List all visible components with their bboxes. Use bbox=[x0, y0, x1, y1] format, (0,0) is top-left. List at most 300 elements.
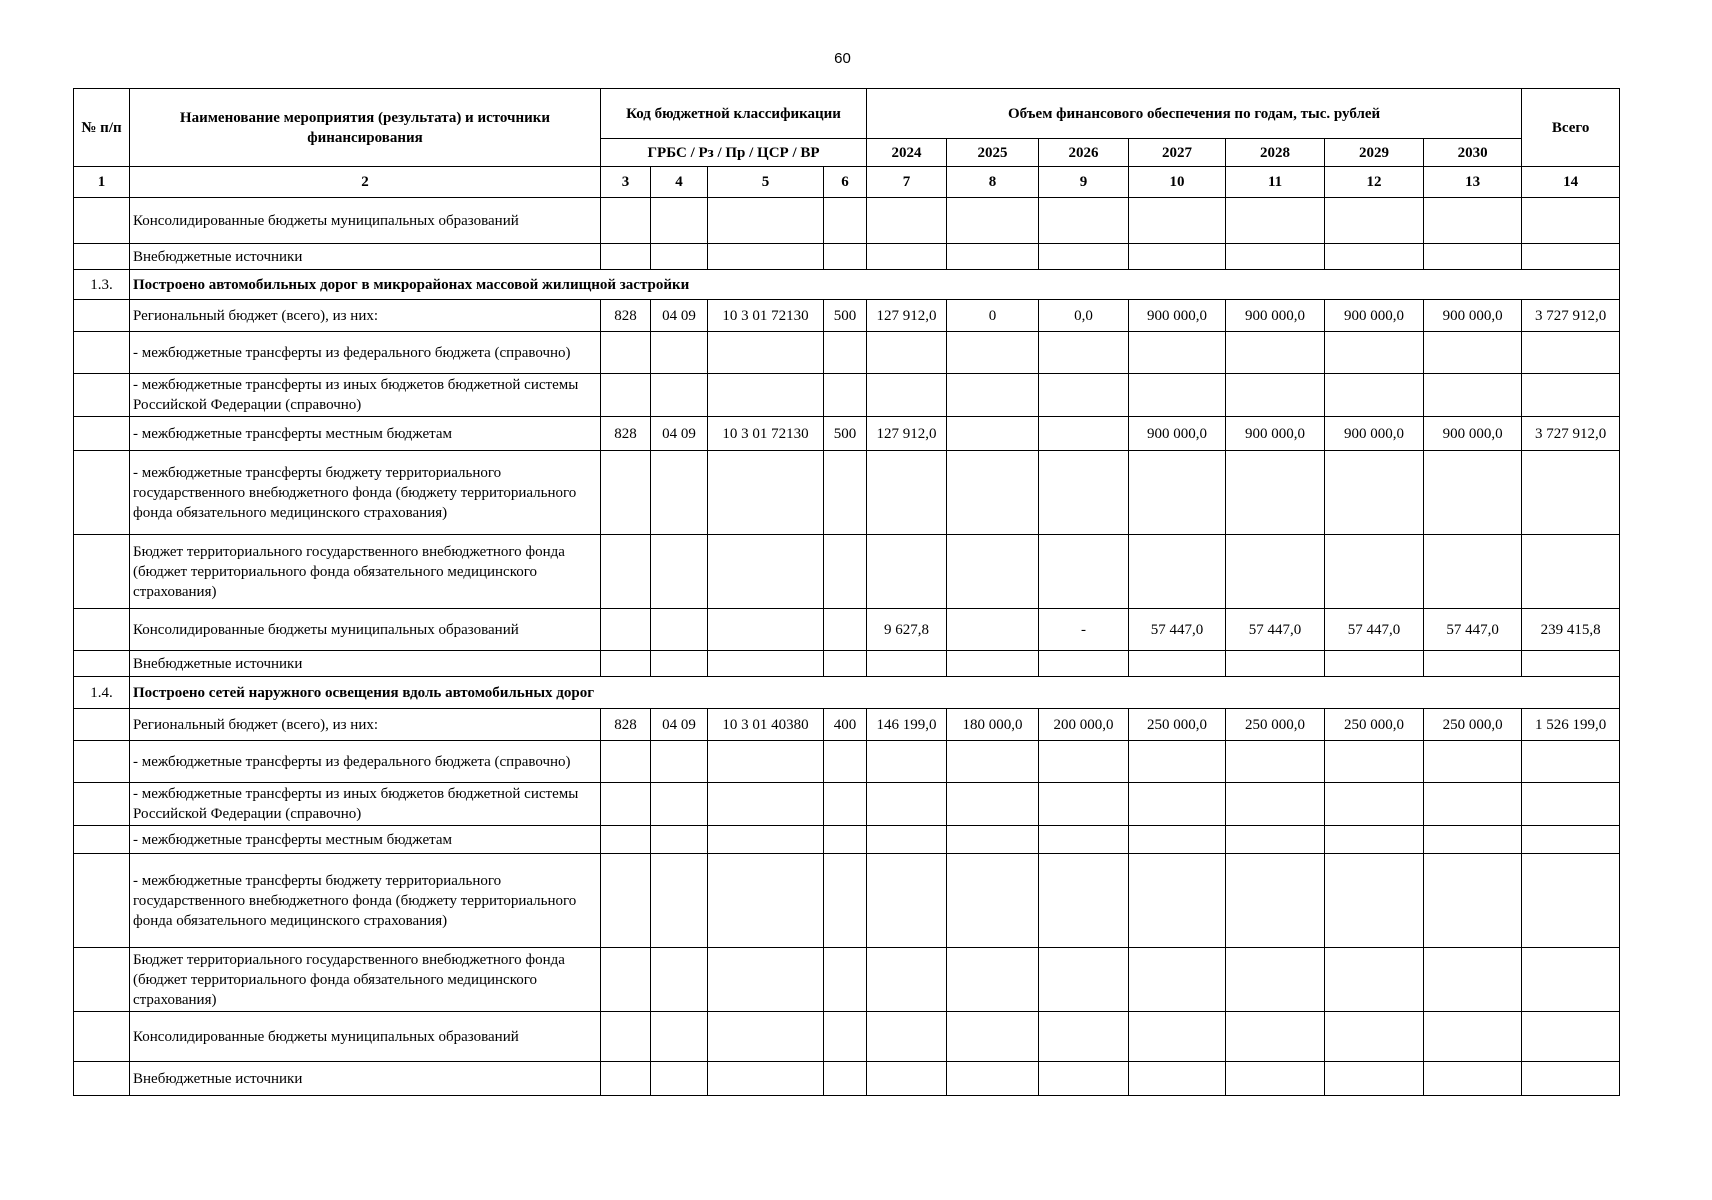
value-cell bbox=[1522, 1062, 1620, 1096]
section-number: 1.4. bbox=[74, 677, 130, 709]
value-cell bbox=[651, 854, 708, 948]
row-name: - межбюджетные трансферты из федерального бюджета (справочно) bbox=[130, 741, 601, 783]
row-name: Внебюджетные источники bbox=[130, 244, 601, 270]
table-row bbox=[74, 948, 1620, 1012]
value-cell bbox=[1522, 244, 1620, 270]
row-name: - межбюджетные трансферты из федерального бюджета (справочно) bbox=[130, 332, 601, 374]
row-number-cell bbox=[74, 709, 130, 741]
value-cell bbox=[1424, 535, 1522, 609]
value-cell bbox=[1522, 535, 1620, 609]
value-cell bbox=[1129, 783, 1226, 826]
header-year: 2030 bbox=[1424, 139, 1522, 167]
value-cell bbox=[1424, 451, 1522, 535]
value-cell: 9 627,8 bbox=[867, 609, 947, 651]
value-cell bbox=[1325, 451, 1424, 535]
value-cell bbox=[867, 535, 947, 609]
header-year: 2028 bbox=[1226, 139, 1325, 167]
value-cell bbox=[947, 417, 1039, 451]
value-cell bbox=[601, 244, 651, 270]
value-cell: 239 415,8 bbox=[1522, 609, 1620, 651]
value-cell bbox=[651, 651, 708, 677]
value-cell bbox=[1325, 374, 1424, 417]
value-cell bbox=[1522, 198, 1620, 244]
value-cell: 57 447,0 bbox=[1424, 609, 1522, 651]
column-index: 12 bbox=[1325, 167, 1424, 198]
value-cell bbox=[651, 332, 708, 374]
value-cell bbox=[1129, 1062, 1226, 1096]
column-index: 1 bbox=[74, 167, 130, 198]
value-cell bbox=[1129, 826, 1226, 854]
value-cell: 900 000,0 bbox=[1424, 300, 1522, 332]
value-cell bbox=[1226, 244, 1325, 270]
value-cell bbox=[867, 948, 947, 1012]
value-cell bbox=[1325, 741, 1424, 783]
value-cell bbox=[1424, 374, 1522, 417]
value-cell bbox=[708, 948, 824, 1012]
value-cell bbox=[708, 1012, 824, 1062]
value-cell bbox=[708, 1062, 824, 1096]
value-cell bbox=[947, 198, 1039, 244]
value-cell: 250 000,0 bbox=[1129, 709, 1226, 741]
row-number-cell bbox=[74, 826, 130, 854]
value-cell: 04 09 bbox=[651, 417, 708, 451]
value-cell bbox=[1325, 198, 1424, 244]
table-row bbox=[74, 1012, 1620, 1062]
value-cell bbox=[947, 244, 1039, 270]
header-volume: Объем финансового обеспечения по годам, тыс. рублей bbox=[867, 89, 1522, 139]
value-cell bbox=[601, 535, 651, 609]
value-cell bbox=[1522, 741, 1620, 783]
value-cell bbox=[1039, 417, 1129, 451]
header-total: Всего bbox=[1522, 89, 1620, 167]
value-cell bbox=[824, 374, 867, 417]
table-row bbox=[74, 417, 1620, 451]
value-cell bbox=[708, 198, 824, 244]
value-cell: 10 3 01 72130 bbox=[708, 300, 824, 332]
value-cell bbox=[1039, 244, 1129, 270]
table-row bbox=[74, 826, 1620, 854]
row-name: - межбюджетные трансферты из иных бюджетов бюджетной системы Российской Федерации (справочно) bbox=[130, 783, 601, 826]
section-number: 1.3. bbox=[74, 270, 130, 300]
value-cell bbox=[824, 854, 867, 948]
row-number-cell bbox=[74, 374, 130, 417]
value-cell bbox=[1522, 451, 1620, 535]
value-cell bbox=[651, 1062, 708, 1096]
value-cell: 900 000,0 bbox=[1226, 417, 1325, 451]
value-cell bbox=[947, 332, 1039, 374]
row-name: Внебюджетные источники bbox=[130, 651, 601, 677]
value-cell bbox=[651, 198, 708, 244]
value-cell bbox=[1226, 332, 1325, 374]
row-number-cell bbox=[74, 1062, 130, 1096]
value-cell bbox=[651, 948, 708, 1012]
row-number-cell bbox=[74, 651, 130, 677]
value-cell bbox=[651, 783, 708, 826]
value-cell bbox=[601, 854, 651, 948]
value-cell bbox=[867, 198, 947, 244]
value-cell: 0 bbox=[947, 300, 1039, 332]
header-year: 2029 bbox=[1325, 139, 1424, 167]
value-cell bbox=[1129, 854, 1226, 948]
row-number-cell bbox=[74, 948, 130, 1012]
value-cell bbox=[1039, 741, 1129, 783]
value-cell bbox=[1226, 374, 1325, 417]
value-cell bbox=[601, 374, 651, 417]
value-cell bbox=[867, 854, 947, 948]
value-cell: 57 447,0 bbox=[1129, 609, 1226, 651]
value-cell bbox=[824, 451, 867, 535]
section-row bbox=[74, 677, 1620, 709]
value-cell bbox=[947, 854, 1039, 948]
value-cell bbox=[1039, 1012, 1129, 1062]
value-cell bbox=[1039, 535, 1129, 609]
value-cell: 900 000,0 bbox=[1325, 300, 1424, 332]
value-cell bbox=[1129, 651, 1226, 677]
value-cell bbox=[1226, 948, 1325, 1012]
financing-table bbox=[73, 88, 1620, 1096]
table-row bbox=[74, 741, 1620, 783]
row-number-cell bbox=[74, 783, 130, 826]
table-row bbox=[74, 783, 1620, 826]
column-index: 7 bbox=[867, 167, 947, 198]
header-year: 2024 bbox=[867, 139, 947, 167]
column-index: 8 bbox=[947, 167, 1039, 198]
value-cell bbox=[947, 948, 1039, 1012]
value-cell: 900 000,0 bbox=[1129, 417, 1226, 451]
value-cell bbox=[1226, 854, 1325, 948]
column-index-row bbox=[74, 167, 1620, 198]
value-cell: 400 bbox=[824, 709, 867, 741]
value-cell bbox=[867, 244, 947, 270]
column-index: 2 bbox=[130, 167, 601, 198]
value-cell bbox=[708, 651, 824, 677]
table-row bbox=[74, 609, 1620, 651]
table-row bbox=[74, 854, 1620, 948]
value-cell bbox=[1129, 1012, 1226, 1062]
row-name: - межбюджетные трансферты местным бюджетам bbox=[130, 417, 601, 451]
value-cell bbox=[947, 1062, 1039, 1096]
value-cell bbox=[947, 451, 1039, 535]
value-cell bbox=[601, 651, 651, 677]
column-index: 9 bbox=[1039, 167, 1129, 198]
value-cell bbox=[1039, 374, 1129, 417]
value-cell bbox=[1039, 651, 1129, 677]
value-cell bbox=[1325, 783, 1424, 826]
table-row bbox=[74, 332, 1620, 374]
value-cell bbox=[947, 374, 1039, 417]
table-body bbox=[74, 198, 1620, 1096]
column-index: 11 bbox=[1226, 167, 1325, 198]
value-cell: 57 447,0 bbox=[1325, 609, 1424, 651]
row-name: - межбюджетные трансферты бюджету территориального государственного внебюджетного фонда (бюджету территориального фонда обязательного медицинского страхования) bbox=[130, 451, 601, 535]
value-cell bbox=[867, 651, 947, 677]
value-cell bbox=[1226, 198, 1325, 244]
value-cell bbox=[947, 741, 1039, 783]
value-cell bbox=[1129, 374, 1226, 417]
value-cell bbox=[1226, 826, 1325, 854]
value-cell: 1 526 199,0 bbox=[1522, 709, 1620, 741]
value-cell bbox=[708, 741, 824, 783]
header-no: № п/п bbox=[74, 89, 130, 167]
page-number: 60 bbox=[834, 50, 851, 67]
value-cell bbox=[1039, 451, 1129, 535]
value-cell bbox=[708, 609, 824, 651]
value-cell bbox=[708, 783, 824, 826]
row-name: Бюджет территориального государственного внебюджетного фонда (бюджет территориального фонда обязательного медицинского страхования) bbox=[130, 948, 601, 1012]
value-cell: 900 000,0 bbox=[1424, 417, 1522, 451]
column-index: 4 bbox=[651, 167, 708, 198]
value-cell: 500 bbox=[824, 300, 867, 332]
value-cell bbox=[651, 374, 708, 417]
row-name: Консолидированные бюджеты муниципальных образований bbox=[130, 198, 601, 244]
value-cell: 250 000,0 bbox=[1424, 709, 1522, 741]
value-cell bbox=[601, 826, 651, 854]
value-cell bbox=[1039, 332, 1129, 374]
value-cell bbox=[1522, 374, 1620, 417]
value-cell bbox=[947, 1012, 1039, 1062]
value-cell bbox=[947, 826, 1039, 854]
section-title: Построено автомобильных дорог в микрорайонах массовой жилищной застройки bbox=[130, 270, 1620, 300]
value-cell bbox=[947, 783, 1039, 826]
value-cell bbox=[1325, 826, 1424, 854]
value-cell bbox=[1129, 332, 1226, 374]
value-cell bbox=[824, 332, 867, 374]
value-cell bbox=[1129, 535, 1226, 609]
value-cell bbox=[1129, 741, 1226, 783]
value-cell bbox=[1226, 1062, 1325, 1096]
value-cell bbox=[867, 374, 947, 417]
value-cell bbox=[824, 198, 867, 244]
value-cell: 3 727 912,0 bbox=[1522, 417, 1620, 451]
value-cell bbox=[1325, 535, 1424, 609]
value-cell bbox=[1039, 854, 1129, 948]
value-cell bbox=[651, 741, 708, 783]
value-cell bbox=[601, 741, 651, 783]
value-cell bbox=[651, 535, 708, 609]
row-name: Региональный бюджет (всего), из них: bbox=[130, 709, 601, 741]
value-cell bbox=[947, 651, 1039, 677]
value-cell: 828 bbox=[601, 709, 651, 741]
value-cell bbox=[1522, 783, 1620, 826]
value-cell bbox=[1424, 332, 1522, 374]
value-cell bbox=[1325, 332, 1424, 374]
value-cell bbox=[601, 332, 651, 374]
value-cell: 127 912,0 bbox=[867, 417, 947, 451]
row-number-cell bbox=[74, 198, 130, 244]
value-cell bbox=[1039, 826, 1129, 854]
table-row bbox=[74, 300, 1620, 332]
value-cell bbox=[1522, 332, 1620, 374]
value-cell: 900 000,0 bbox=[1325, 417, 1424, 451]
value-cell bbox=[1522, 1012, 1620, 1062]
value-cell bbox=[651, 1012, 708, 1062]
value-cell bbox=[1424, 854, 1522, 948]
value-cell: 250 000,0 bbox=[1226, 709, 1325, 741]
value-cell bbox=[708, 244, 824, 270]
value-cell: 10 3 01 72130 bbox=[708, 417, 824, 451]
value-cell bbox=[1424, 198, 1522, 244]
value-cell: 180 000,0 bbox=[947, 709, 1039, 741]
value-cell bbox=[824, 1062, 867, 1096]
value-cell bbox=[708, 332, 824, 374]
value-cell bbox=[1129, 198, 1226, 244]
value-cell bbox=[1522, 651, 1620, 677]
value-cell bbox=[824, 244, 867, 270]
value-cell bbox=[1129, 244, 1226, 270]
value-cell bbox=[1325, 854, 1424, 948]
value-cell bbox=[1424, 1012, 1522, 1062]
value-cell bbox=[1129, 948, 1226, 1012]
row-number-cell bbox=[74, 417, 130, 451]
value-cell bbox=[824, 1012, 867, 1062]
value-cell bbox=[1039, 783, 1129, 826]
value-cell bbox=[708, 374, 824, 417]
header-year: 2027 bbox=[1129, 139, 1226, 167]
value-cell: 0,0 bbox=[1039, 300, 1129, 332]
row-name: Консолидированные бюджеты муниципальных образований bbox=[130, 609, 601, 651]
value-cell bbox=[824, 741, 867, 783]
value-cell: 04 09 bbox=[651, 709, 708, 741]
row-name: Региональный бюджет (всего), из них: bbox=[130, 300, 601, 332]
row-name: - межбюджетные трансферты местным бюджетам bbox=[130, 826, 601, 854]
value-cell bbox=[824, 609, 867, 651]
value-cell bbox=[1325, 1012, 1424, 1062]
value-cell bbox=[867, 1012, 947, 1062]
table-row bbox=[74, 651, 1620, 677]
value-cell bbox=[1226, 535, 1325, 609]
value-cell bbox=[1424, 948, 1522, 1012]
value-cell bbox=[1226, 1012, 1325, 1062]
value-cell bbox=[867, 783, 947, 826]
column-index: 10 bbox=[1129, 167, 1226, 198]
column-index: 3 bbox=[601, 167, 651, 198]
value-cell: - bbox=[1039, 609, 1129, 651]
row-number-cell bbox=[74, 332, 130, 374]
row-number-cell bbox=[74, 1012, 130, 1062]
value-cell bbox=[1424, 1062, 1522, 1096]
value-cell: 900 000,0 bbox=[1129, 300, 1226, 332]
value-cell: 828 bbox=[601, 417, 651, 451]
value-cell bbox=[867, 451, 947, 535]
value-cell bbox=[601, 1062, 651, 1096]
value-cell bbox=[947, 535, 1039, 609]
value-cell: 200 000,0 bbox=[1039, 709, 1129, 741]
value-cell bbox=[651, 451, 708, 535]
value-cell bbox=[1424, 244, 1522, 270]
value-cell: 127 912,0 bbox=[867, 300, 947, 332]
column-index: 5 bbox=[708, 167, 824, 198]
value-cell bbox=[1226, 651, 1325, 677]
value-cell bbox=[1226, 741, 1325, 783]
value-cell bbox=[1325, 651, 1424, 677]
value-cell bbox=[824, 826, 867, 854]
value-cell bbox=[1039, 1062, 1129, 1096]
value-cell bbox=[1039, 948, 1129, 1012]
value-cell bbox=[1325, 948, 1424, 1012]
value-cell bbox=[824, 535, 867, 609]
value-cell bbox=[867, 826, 947, 854]
row-name: Внебюджетные источники bbox=[130, 1062, 601, 1096]
row-number-cell bbox=[74, 854, 130, 948]
table-row bbox=[74, 451, 1620, 535]
value-cell bbox=[1129, 451, 1226, 535]
value-cell bbox=[601, 948, 651, 1012]
value-cell bbox=[1424, 741, 1522, 783]
value-cell bbox=[867, 1062, 947, 1096]
value-cell bbox=[708, 451, 824, 535]
column-index: 13 bbox=[1424, 167, 1522, 198]
table-row bbox=[74, 374, 1620, 417]
row-number-cell bbox=[74, 451, 130, 535]
value-cell bbox=[1325, 244, 1424, 270]
value-cell: 04 09 bbox=[651, 300, 708, 332]
value-cell: 3 727 912,0 bbox=[1522, 300, 1620, 332]
value-cell bbox=[824, 651, 867, 677]
value-cell bbox=[601, 1012, 651, 1062]
value-cell bbox=[1522, 826, 1620, 854]
column-index: 14 bbox=[1522, 167, 1620, 198]
value-cell: 500 bbox=[824, 417, 867, 451]
value-cell bbox=[1424, 651, 1522, 677]
row-number-cell bbox=[74, 609, 130, 651]
value-cell bbox=[708, 854, 824, 948]
value-cell bbox=[1522, 854, 1620, 948]
value-cell bbox=[1325, 1062, 1424, 1096]
row-number-cell bbox=[74, 300, 130, 332]
value-cell: 146 199,0 bbox=[867, 709, 947, 741]
value-cell bbox=[651, 609, 708, 651]
table-row bbox=[74, 1062, 1620, 1096]
value-cell: 57 447,0 bbox=[1226, 609, 1325, 651]
row-name: - межбюджетные трансферты из иных бюджетов бюджетной системы Российской Федерации (справочно) bbox=[130, 374, 601, 417]
table-row bbox=[74, 535, 1620, 609]
value-cell bbox=[708, 535, 824, 609]
value-cell bbox=[824, 783, 867, 826]
table-row bbox=[74, 198, 1620, 244]
value-cell bbox=[1522, 948, 1620, 1012]
value-cell: 10 3 01 40380 bbox=[708, 709, 824, 741]
header-year: 2026 bbox=[1039, 139, 1129, 167]
header-name: Наименование мероприятия (результата) и источники финансирования bbox=[130, 89, 601, 167]
value-cell bbox=[1226, 783, 1325, 826]
row-number-cell bbox=[74, 244, 130, 270]
value-cell bbox=[824, 948, 867, 1012]
section-row bbox=[74, 270, 1620, 300]
value-cell bbox=[867, 741, 947, 783]
table-row bbox=[74, 244, 1620, 270]
value-cell bbox=[1039, 198, 1129, 244]
value-cell bbox=[947, 609, 1039, 651]
value-cell bbox=[867, 332, 947, 374]
value-cell: 828 bbox=[601, 300, 651, 332]
header-year: 2025 bbox=[947, 139, 1039, 167]
value-cell bbox=[601, 451, 651, 535]
value-cell bbox=[601, 609, 651, 651]
value-cell bbox=[1226, 451, 1325, 535]
value-cell bbox=[601, 783, 651, 826]
table-row bbox=[74, 709, 1620, 741]
header-code-sub: ГРБС / Рз / Пр / ЦСР / ВР bbox=[601, 139, 867, 167]
row-number-cell bbox=[74, 741, 130, 783]
row-name: Бюджет территориального государственного внебюджетного фонда (бюджет территориального фонда обязательного медицинского страхования) bbox=[130, 535, 601, 609]
row-number-cell bbox=[74, 535, 130, 609]
value-cell: 250 000,0 bbox=[1325, 709, 1424, 741]
header-code: Код бюджетной классификации bbox=[601, 89, 867, 139]
value-cell bbox=[1424, 826, 1522, 854]
section-title: Построено сетей наружного освещения вдоль автомобильных дорог bbox=[130, 677, 1620, 709]
value-cell: 900 000,0 bbox=[1226, 300, 1325, 332]
row-name: Консолидированные бюджеты муниципальных образований bbox=[130, 1012, 601, 1062]
